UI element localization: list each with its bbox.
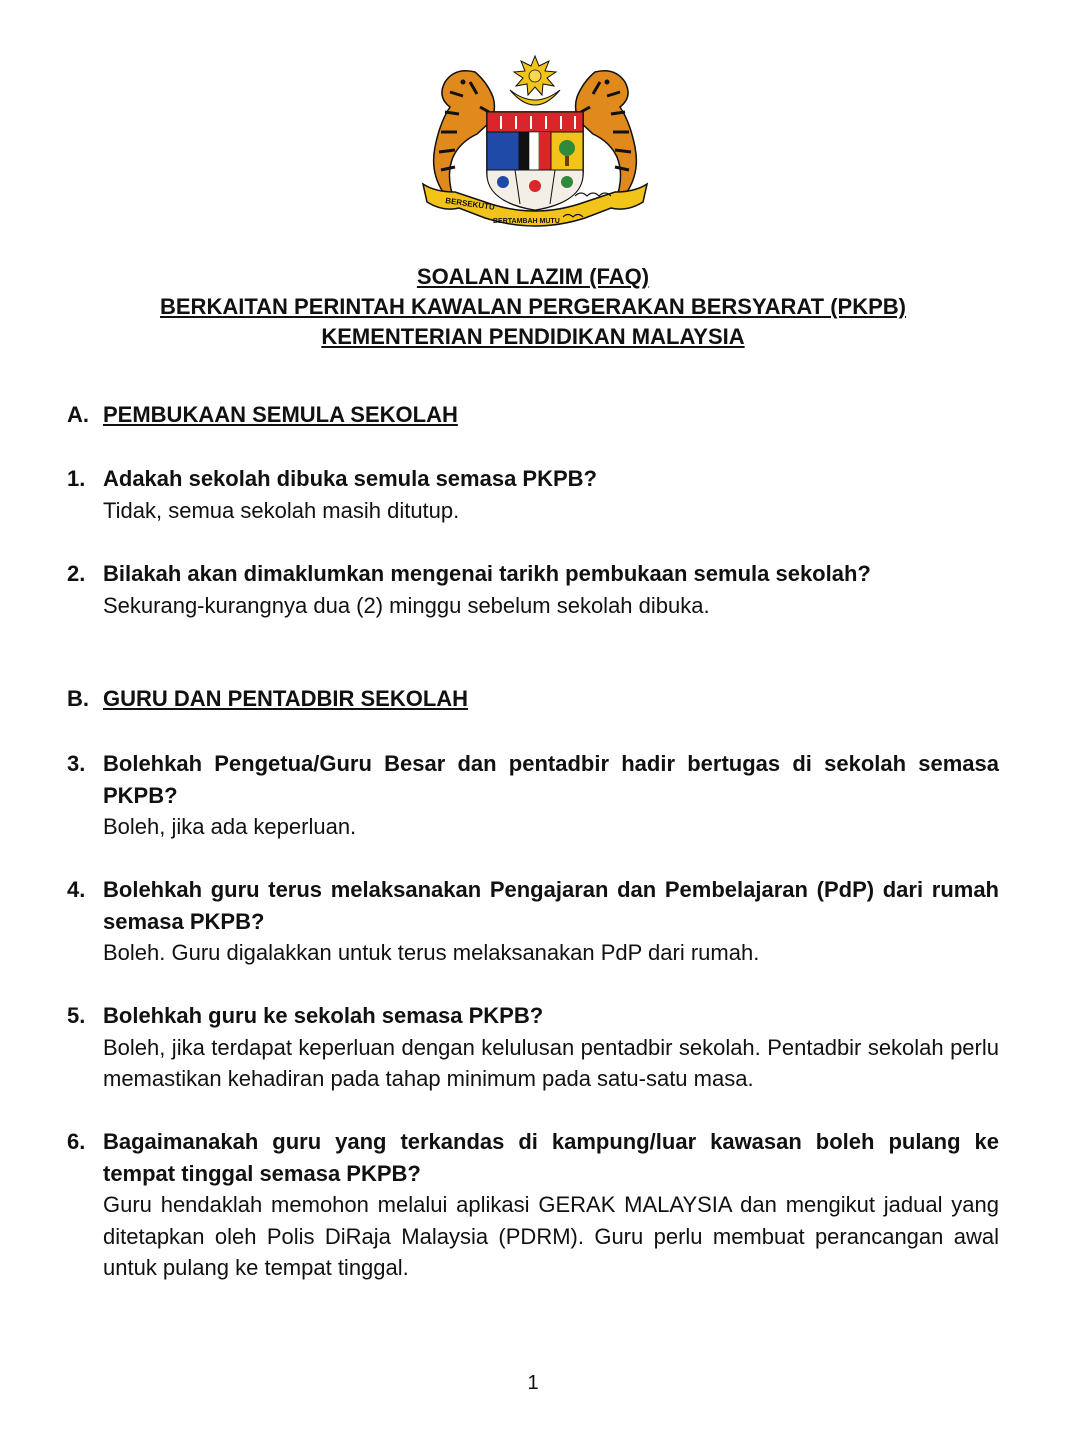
question-text: Bolehkah Pengetua/Guru Besar dan pentadbir hadir bertugas di sekolah semasa PKPB? (103, 751, 999, 808)
faq-item-2 (67, 558, 999, 621)
faq-item-3 (67, 748, 999, 843)
answer-text: Tidak, semua sekolah masih ditutup. (103, 497, 460, 523)
section-letter: A. (67, 402, 89, 427)
question-number: 3. (67, 751, 86, 776)
answer-text: Boleh, jika terdapat keperluan dengan kelulusan pentadbir sekolah. Pentadbir sekolah perlu memastikan kehadiran pada tahap minimum pada satu-satu masa. (103, 1034, 999, 1091)
faq-item-1 (67, 463, 999, 526)
title-line-3: KEMENTERIAN PENDIDIKAN MALAYSIA (321, 324, 745, 349)
question-number: 6. (67, 1129, 86, 1154)
question-text: Bilakah akan dimaklumkan mengenai tarikh pembukaan semula sekolah? (103, 561, 871, 586)
page-number: 1 (527, 1372, 539, 1394)
answer-text: Boleh, jika ada keperluan. (103, 814, 357, 839)
coat-of-arms-logo (415, 52, 655, 237)
ribbon-center-text: BERTAMBAH MUTU (493, 218, 560, 225)
question-text: Bolehkah guru ke sekolah semasa PKPB? (103, 1003, 544, 1028)
question-text: Adakah sekolah dibuka semula semasa PKPB? (103, 466, 597, 491)
faq-item-5 (67, 1000, 999, 1095)
section-label: PEMBUKAAN SEMULA SEKOLAH (103, 402, 458, 427)
question-number: 5. (67, 1003, 86, 1028)
question-number: 2. (67, 561, 86, 586)
section-heading-a (67, 400, 458, 430)
section-label: GURU DAN PENTADBIR SEKOLAH (103, 686, 469, 711)
federal-star-icon (514, 56, 556, 95)
answer-text: Sekurang-kurangnya dua (2) minggu sebelum sekolah dibuka. (103, 592, 710, 618)
question-number: 4. (67, 877, 86, 902)
question-number: 1. (67, 466, 86, 491)
title-line-2: BERKAITAN PERINTAH KAWALAN PERGERAKAN BERSYARAT (PKPB) (160, 294, 906, 319)
section-letter: B. (67, 686, 89, 711)
answer-text: Boleh. Guru digalakkan untuk terus melaksanakan PdP dari rumah. (103, 940, 760, 965)
left-tiger-icon (434, 71, 495, 202)
section-heading-b (67, 684, 468, 714)
title-line-1: SOALAN LAZIM (FAQ) (416, 264, 650, 289)
question-text: Bagaimanakah guru yang terkandas di kampung/luar kawasan boleh pulang ke tempat tinggal semasa PKPB? (103, 1129, 999, 1186)
question-text: Bolehkah guru terus melaksanakan Pengajaran dan Pembelajaran (PdP) dari rumah semasa PKPB? (103, 877, 999, 934)
document-title (0, 262, 1066, 352)
answer-text: Guru hendaklah memohon melalui aplikasi GERAK MALAYSIA dan mengikut jadual yang ditetapkan oleh Polis DiRaja Malaysia (PDRM). Guru perlu membuat perancangan awal untuk pulang ke tempat tinggal. (103, 1192, 999, 1280)
shield-icon (487, 112, 583, 210)
ribbon-left-text: BERSEKUTU (444, 196, 496, 212)
crescent-icon (510, 90, 560, 105)
faq-item-4 (67, 874, 999, 969)
right-tiger-icon (576, 71, 637, 202)
faq-item-6 (67, 1126, 999, 1284)
